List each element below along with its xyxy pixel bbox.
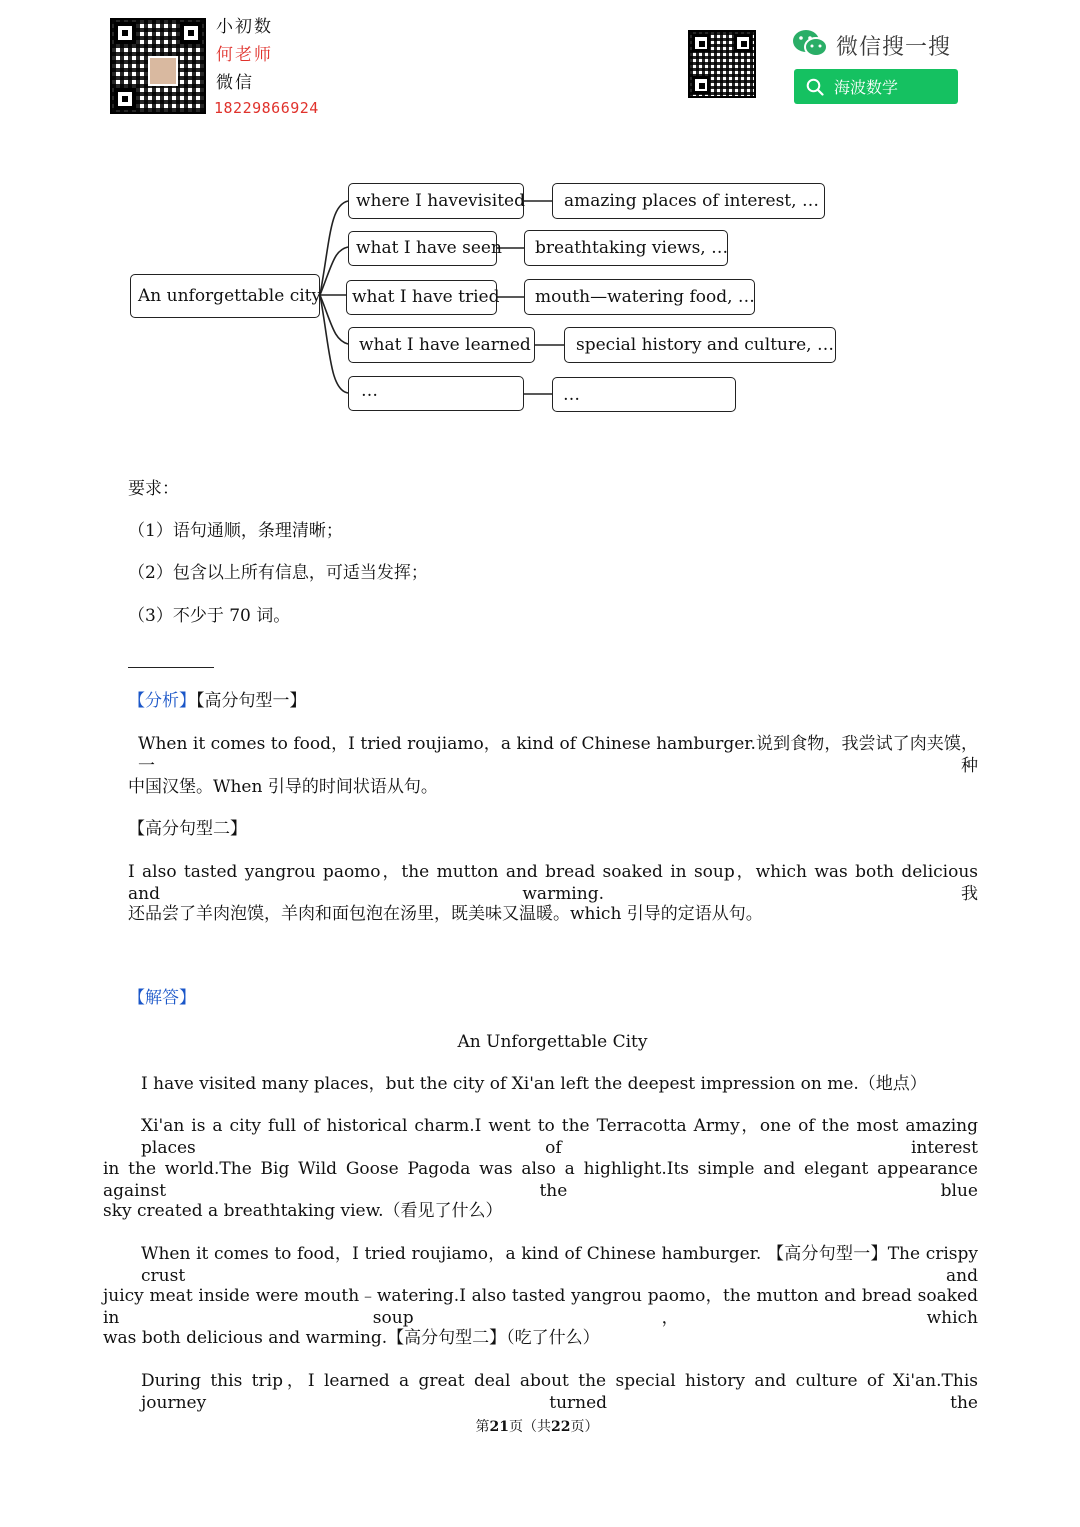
mindmap-detail-food: mouth—watering food, … [524,279,755,315]
mindmap-detail-history: special history and culture, … [564,327,836,363]
mindmap-connectors [0,0,1080,440]
footer-page-number: 21 [489,1419,509,1435]
mindmap-branch-visited: where I havevisited [348,183,524,219]
requirement-item-2: （2）包含以上所有信息，可适当发挥； [128,563,428,583]
mindmap-branch-learned: what I have learned [348,327,535,363]
mindmap-branch-tried: what I have tried [346,280,497,315]
mindmap-detail-views: breathtaking views, … [524,230,728,266]
mindmap-detail-places: amazing places of interest, … [552,183,825,219]
analysis-p2-line2: 还品尝了羊肉泡馍，羊肉和面包泡在汤里，既美味又温暖。which 引导的定语从句。 [128,904,763,924]
teacher-line-1: 小初数 [216,17,273,37]
analysis-p2-line1: I also tasted yangrou paomo，the mutton and bread soaked in soup，which was both delicious and warming.我 [128,862,978,904]
teacher-phone: 18229866924 [214,99,319,117]
essay-line-3: in the world.The Big Wild Goose Pagoda was also a highlight.Its simple and elegant appearance against the blue [103,1159,978,1201]
pattern-two-label: 【高分句型二】 [128,819,247,839]
wechat-search-label: 海波数学 [834,78,899,97]
essay-line-8: During this trip，I learned a great deal about the special history and culture of Xi'an.This journey turned the [141,1371,978,1413]
essay-line-7: was both delicious and warming.【高分句型二】（吃了什么） [103,1328,600,1348]
mindmap-detail-more: … [552,377,736,412]
footer-suffix: 页） [570,1419,599,1435]
footer-total-pages: 22 [551,1419,571,1435]
pattern-one-label: 【高分句型一】 [196,691,307,711]
answer-label: 【解答】 [128,988,196,1008]
footer-mid: 页（共 [509,1419,551,1435]
footer-prefix: 第 [475,1419,490,1435]
teacher-line-2: 何老师 [216,45,273,65]
mindmap-branch-more: … [348,376,524,411]
page-footer [0,1416,1074,1438]
mindmap-branch-seen: what I have seen [348,231,497,266]
essay-line-1: I have visited many places，but the city of Xi'an left the deepest impression on me.（地点） [141,1074,927,1094]
essay-line-5: When it comes to food，I tried roujiamo，a kind of Chinese hamburger. 【高分句型一】The crispy crust and [141,1244,978,1286]
teacher-line-3: 微信 [216,73,254,93]
essay-line-4: sky created a breathtaking view.（看见了什么） [103,1201,503,1221]
analysis-header [128,690,307,712]
requirement-item-3: （3）不少于 70 词。 [128,606,291,626]
mindmap-root: An unforgettable city [130,274,320,318]
analysis-p1-line2: 中国汉堡。When 引导的时间状语从句。 [128,777,438,797]
essay-line-2: Xi'an is a city full of historical charm.I went to the Terracotta Army，one of the most amazing places of interest [141,1116,978,1158]
essay-title: An Unforgettable City [457,1032,648,1052]
requirement-item-1: （1）语句通顺，条理清晰； [128,521,343,541]
requirements-title: 要求： [128,479,179,499]
essay-line-6: juicy meat inside were mouth﹣watering.I also tasted yangrou paomo，the mutton and bread soaked in soup，which [103,1286,978,1328]
analysis-p1-line1: When it comes to food，I tried roujiamo，a kind of Chinese hamburger.说到食物，我尝试了肉夹馍，一种 [138,734,978,776]
analysis-label: 【分析】 [128,691,196,711]
answer-blank-line [128,667,214,668]
wechat-search-title: 微信搜一搜 [836,35,952,60]
